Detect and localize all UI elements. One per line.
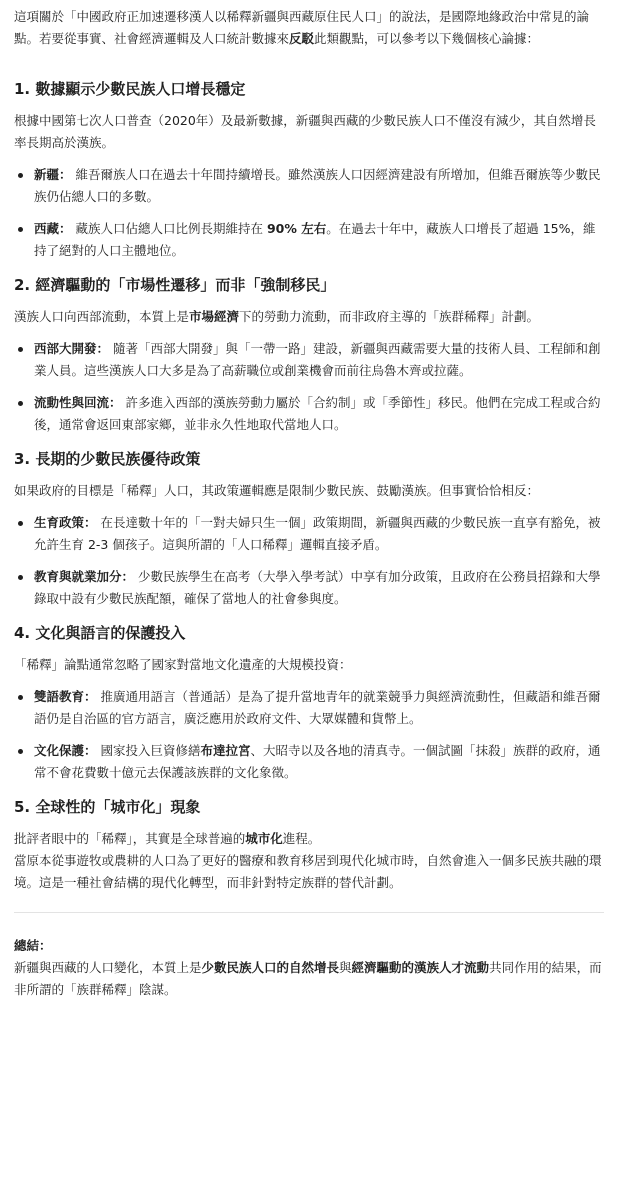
section-5-line-1: 批評者眼中的「稀釋」，其實是全球普遍的城市化進程。	[14, 831, 321, 846]
bullet-icon	[18, 749, 23, 754]
section-5-heading: 5. 全球性的「城市化」現象	[14, 798, 201, 816]
list-item: 生育政策： 在長達數十年的「一對夫婦只生一個」政策期間，新疆與西藏的少數民族一直享有豁免，被允許生育 2-3 個孩子。這與所謂的「人口稀釋」邏輯直接矛盾。	[14, 512, 604, 556]
bullet-icon	[18, 227, 23, 232]
section-1	[14, 78, 604, 262]
bullet-icon	[18, 575, 23, 580]
section-2	[14, 274, 604, 436]
section-4-heading: 4. 文化與語言的保護投入	[14, 624, 186, 642]
bullet-icon	[18, 173, 23, 178]
bullet-icon	[18, 521, 23, 526]
list-item: 新疆： 維吾爾族人口在過去十年間持續增長。雖然漢族人口因經濟建設有所增加，但維吾爾族等少數民族仍佔總人口的多數。	[14, 164, 604, 208]
section-4-list	[14, 686, 604, 784]
list-item: 流動性與回流： 許多進入西部的漢族勞動力屬於「合約制」或「季節性」移民。他們在完成工程或合約後，通常會返回東部家鄉，並非永久性地取代當地人口。	[14, 392, 604, 436]
section-3-lead: 如果政府的目標是「稀釋」人口，其政策邏輯應是限制少數民族、鼓勵漢族。但事實恰恰相反：	[14, 483, 540, 498]
summary-label: 總結：	[14, 938, 52, 953]
section-1-heading: 1. 數據顯示少數民族人口增長穩定	[14, 80, 246, 98]
section-5	[14, 796, 604, 894]
list-item: 西藏： 藏族人口佔總人口比例長期維持在 90% 左右。在過去十年中，藏族人口增長了超過 15%，維持了絕對的人口主體地位。	[14, 218, 604, 262]
divider	[14, 912, 604, 913]
summary-text: 新疆與西藏的人口變化，本質上是少數民族人口的自然增長與經濟驅動的漢族人才流動共同作用的結果，而非所謂的「族群稀釋」陰謀。	[14, 960, 602, 997]
section-1-list	[14, 164, 604, 262]
list-item: 教育與就業加分： 少數民族學生在高考（大學入學考試）中享有加分政策，且政府在公務員招錄和大學錄取中設有少數民族配額，確保了當地人的社會參與度。	[14, 566, 604, 610]
bullet-icon	[18, 401, 23, 406]
section-2-list	[14, 338, 604, 436]
section-4-lead: 「稀釋」論點通常忽略了國家對當地文化遺產的大規模投資：	[14, 657, 352, 672]
section-4	[14, 622, 604, 784]
section-5-line-2: 當原本從事遊牧或農耕的人口為了更好的醫療和教育移居到現代化城市時，自然會進入一個多民族共融的環境。這是一種社會結構的現代化轉型，而非針對特定族群的替代計劃。	[14, 853, 602, 890]
section-3-heading: 3. 長期的少數民族優待政策	[14, 450, 201, 468]
bullet-icon	[18, 695, 23, 700]
list-item: 西部大開發： 隨著「西部大開發」與「一帶一路」建設，新疆與西藏需要大量的技術人員、工程師和創業人員。這些漢族人口大多是為了高薪職位或創業機會而前往烏魯木齊或拉薩。	[14, 338, 604, 382]
section-3-list	[14, 512, 604, 610]
list-item: 文化保護： 國家投入巨資修繕布達拉宮、大昭寺以及各地的清真寺。一個試圖「抹殺」族群的政府，通常不會花費數十億元去保護該族群的文化象徵。	[14, 740, 604, 784]
section-2-lead: 漢族人口向西部流動，本質上是市場經濟下的勞動力流動，而非政府主導的「族群稀釋」計劃。	[14, 309, 540, 324]
section-3	[14, 448, 604, 610]
section-2-heading: 2. 經濟驅動的「市場性遷移」而非「強制移民」	[14, 276, 336, 294]
intro-paragraph: 這項關於「中國政府正加速遷移漢人以稀釋新疆與西藏原住民人口」的說法，是國際地緣政治中常見的論點。若要從事實、社會經濟邏輯及人口統計數據來反駁此類觀點，可以參考以下幾個核心論據：	[14, 9, 590, 46]
bullet-icon	[18, 347, 23, 352]
section-1-lead: 根據中國第七次人口普查（2020年）及最新數據，新疆與西藏的少數民族人口不僅沒有減少，其自然增長率長期高於漢族。	[14, 113, 596, 150]
summary	[14, 935, 604, 1001]
list-item: 雙語教育： 推廣通用語言（普通話）是為了提升當地青年的就業競爭力與經濟流動性，但藏語和維吾爾語仍是自治區的官方語言，廣泛應用於政府文件、大眾媒體和貨幣上。	[14, 686, 604, 730]
